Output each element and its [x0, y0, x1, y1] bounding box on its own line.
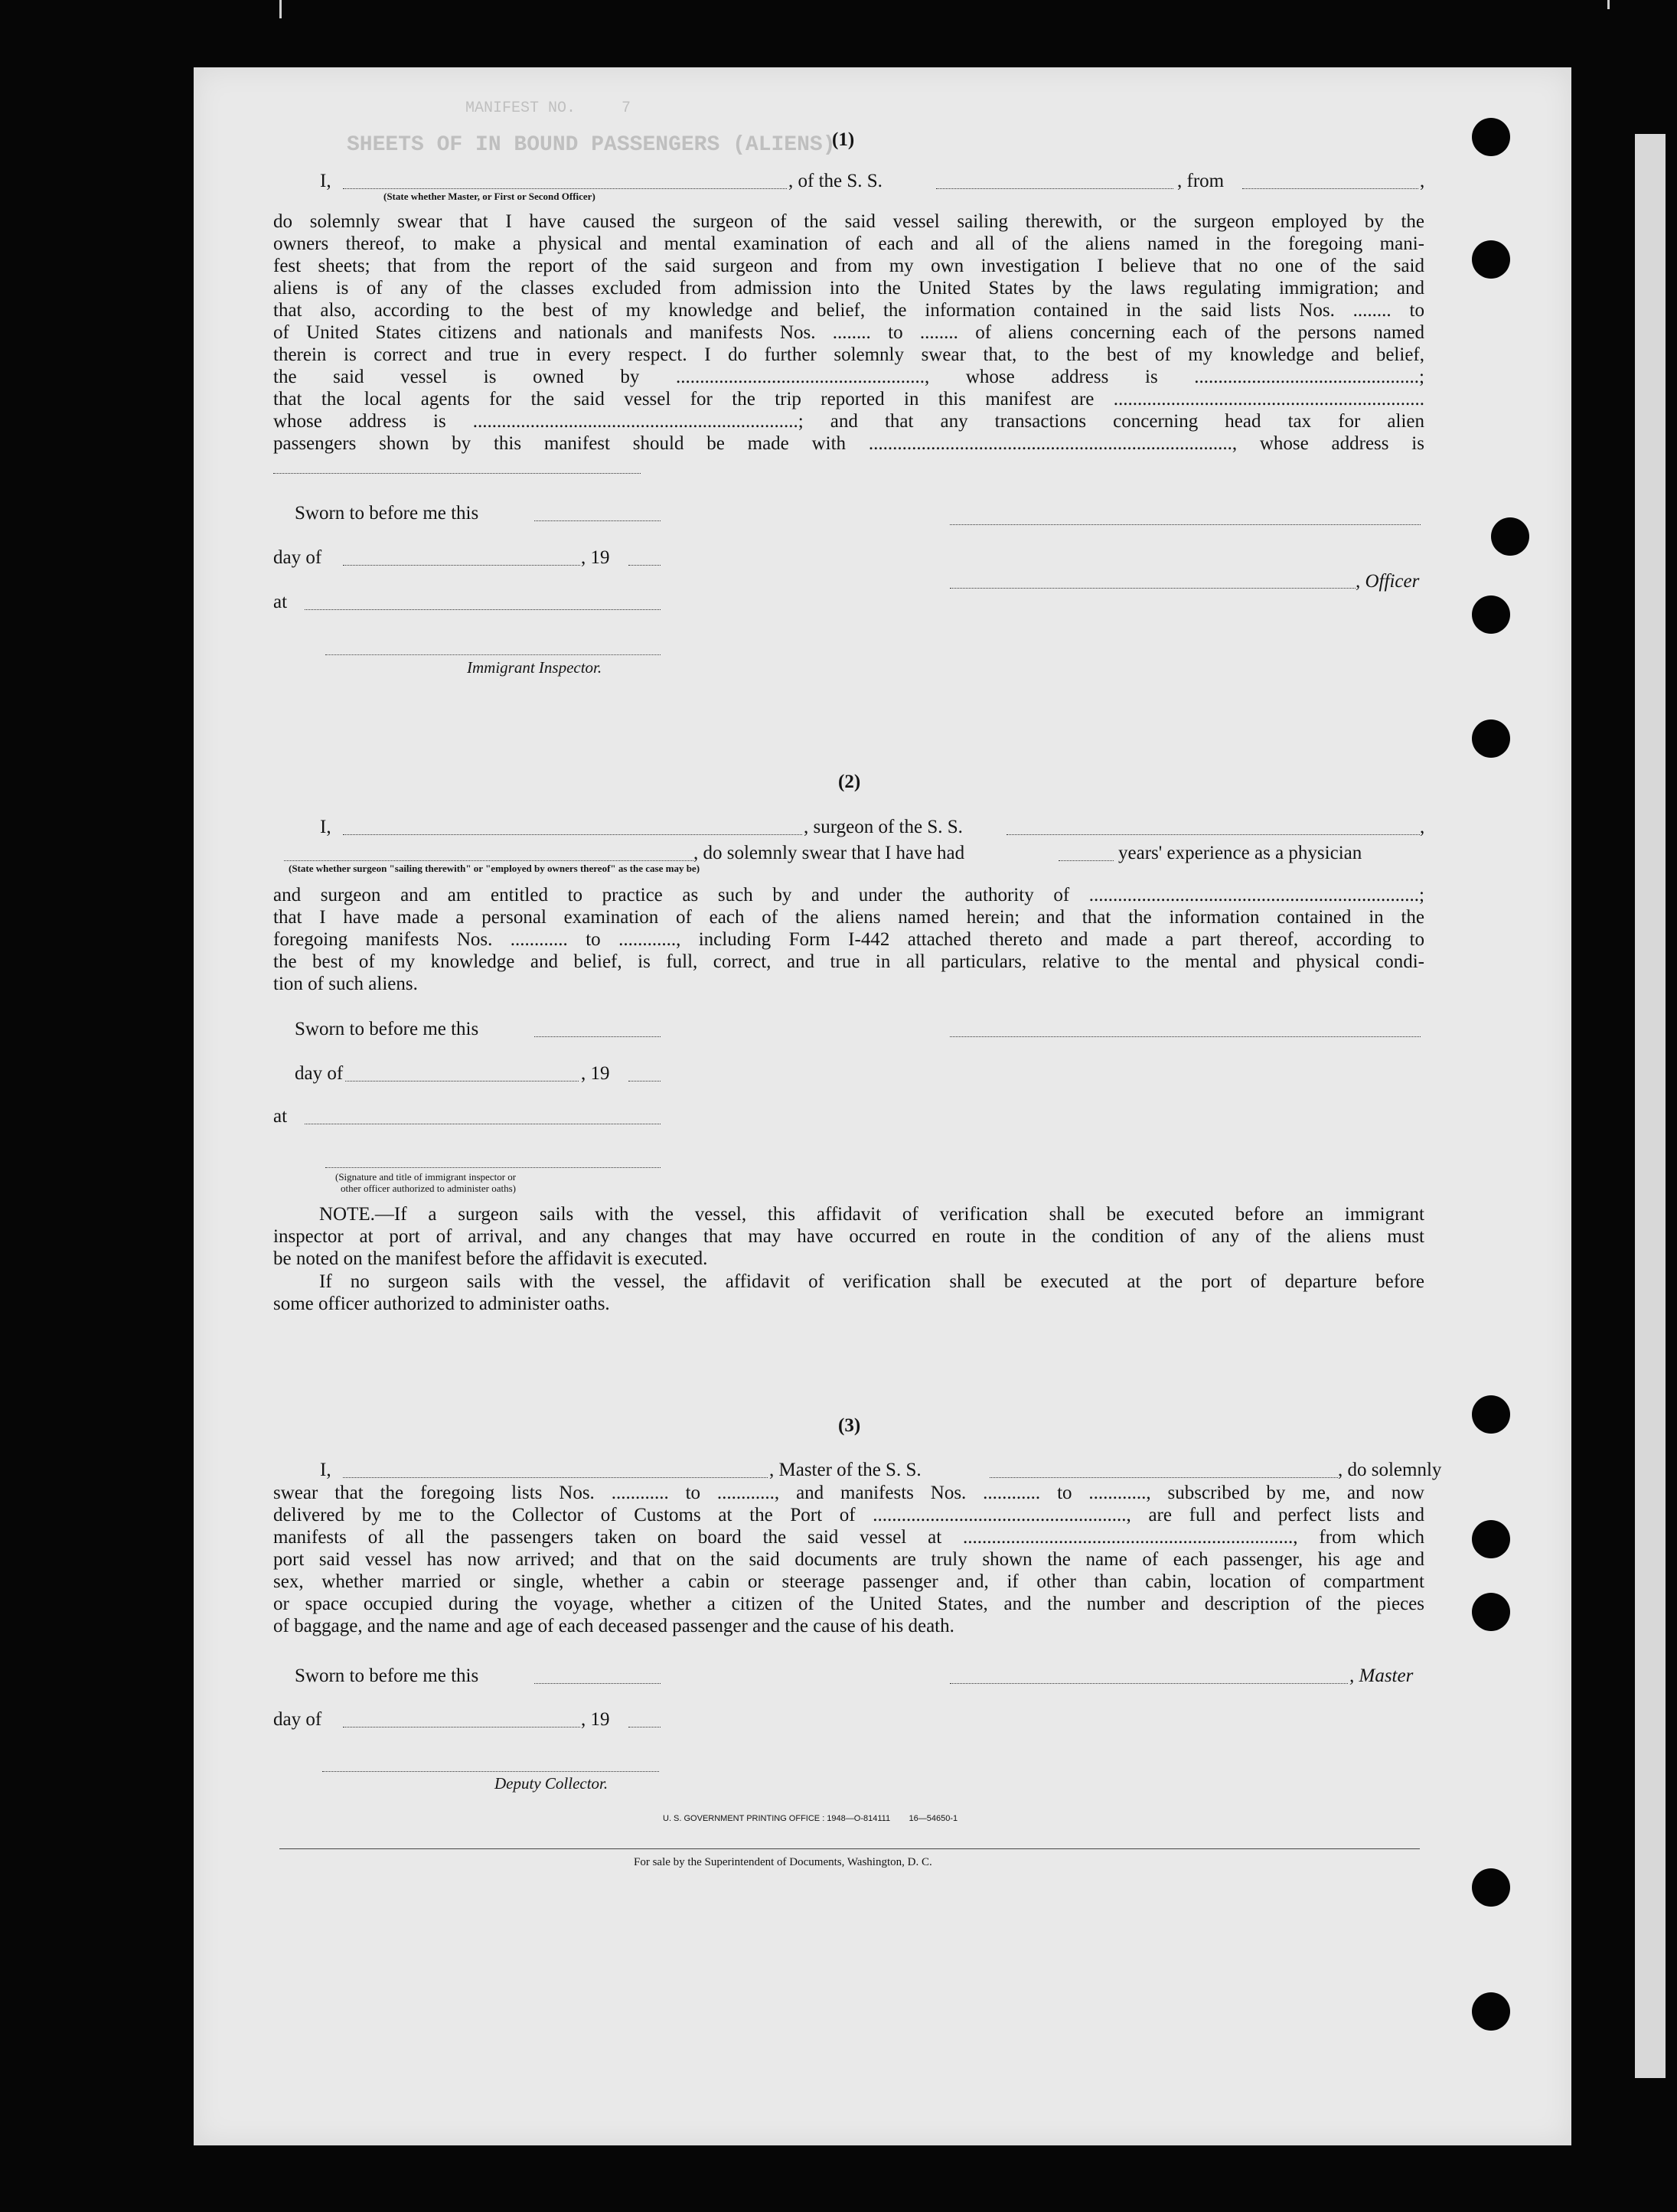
printing-office-imprint: U. S. GOVERNMENT PRINTING OFFICE : 1948—O-814111 16—54650-1	[663, 1814, 958, 1823]
punch-hole	[1472, 240, 1510, 279]
section-3-oath-paragraph	[273, 1482, 1424, 1637]
oath-line: swear that the foregoing lists Nos. ............ to ............, and manifests Nos. ............ to ............, subscribed by me, and now	[273, 1483, 1424, 1503]
year-label: , 19	[581, 1709, 610, 1730]
verification-note	[273, 1203, 1424, 1270]
signature-title-note: (Signature and title of immigrant inspector or	[335, 1171, 517, 1183]
sale-notice: For sale by the Superintendent of Documents, Washington, D. C.	[634, 1856, 932, 1868]
year-label: , 19	[581, 547, 610, 568]
officer-title-field	[950, 588, 1356, 589]
comma: ,	[1420, 817, 1425, 837]
punch-hole	[1472, 595, 1510, 634]
years-experience-field	[1059, 860, 1114, 861]
section-1-heading: (1)	[832, 129, 855, 150]
oath-line: the said vessel is owned by ...................................................., whose address is ...............................................;	[273, 367, 1424, 387]
punch-hole	[1472, 1395, 1510, 1434]
punch-hole	[1472, 118, 1510, 156]
punch-hole	[1472, 1593, 1510, 1631]
oath-line: that the local agents for the said vessel for the trip reported in this manifest are .................................................................	[273, 389, 1424, 409]
oath-line: port said vessel has now arrived; and that on the said documents are truly shown the name of each passenger, his age and	[273, 1549, 1424, 1570]
inspector-signature-field	[325, 654, 661, 655]
sworn-date-field	[534, 1036, 661, 1037]
note-line: NOTE.—If a surgeon sails with the vessel, this affidavit of verification shall be executed before an immigrant	[319, 1204, 1424, 1225]
sworn-label: Sworn to before me this	[295, 503, 479, 524]
departure-port-field	[1242, 188, 1418, 189]
punch-hole	[1472, 1992, 1510, 2031]
oath-line: do solemnly swear that I have caused the surgeon of the said vessel sailing therewith, or the surgeon employed by the	[273, 211, 1424, 232]
punch-hole	[1491, 517, 1529, 556]
do-solemnly-label: , do solemnly	[1338, 1460, 1442, 1480]
section-2-oath-paragraph	[273, 884, 1424, 995]
surgeon-status-note: (State whether surgeon "sailing therewith" or "employed by owners thereof" as the case may be)	[289, 863, 700, 874]
oath-line: that I have made a personal examination of each of the aliens named herein; and that the information contained in the	[273, 907, 1424, 928]
punch-hole	[1472, 1868, 1510, 1907]
vessel-name-field	[990, 1477, 1338, 1478]
no-surgeon-note	[273, 1271, 1424, 1315]
section-2-heading: (2)	[838, 772, 861, 792]
officer-name-field	[343, 188, 787, 189]
vessel-name-field	[1007, 834, 1420, 835]
section-3-heading: (3)	[838, 1415, 861, 1436]
year-label: , 19	[581, 1063, 610, 1084]
oath-line: foregoing manifests Nos. ............ to ............, including Form I-442 attached thereto and made a part thereof, according to	[273, 929, 1424, 950]
oath-line: the best of my knowledge and belief, is full, correct, and true in all particulars, relative to the mental and physical condi-	[273, 951, 1424, 972]
officer-signature-field	[950, 524, 1421, 525]
years-experience-label: years' experience as a physician	[1118, 843, 1362, 863]
collector-signature-field	[322, 1771, 659, 1772]
from-label: , from	[1177, 171, 1225, 191]
oath-line: owners thereof, to make a physical and mental examination of each and all of the aliens named in the foregoing mani-	[273, 233, 1424, 254]
master-signature-field	[950, 1683, 1348, 1684]
vessel-name-field	[936, 188, 1173, 189]
oath-line: that also, according to the best of my knowledge and belief, the information contained in the said lists Nos. ........ to	[273, 300, 1424, 321]
oath-i-label: I,	[320, 171, 331, 191]
month-field	[343, 565, 580, 566]
oath-line: of United States citizens and nationals and manifests Nos. ........ to ........ of aliens concerning each of the persons named	[273, 322, 1424, 343]
oath-line: or space occupied during the voyage, whether a citizen of the United States, and the number and description of the pieces	[273, 1594, 1424, 1614]
sworn-label: Sworn to before me this	[295, 1019, 479, 1039]
oath-line: sex, whether married or single, whether a cabin or steerage passenger and, if other than cabin, location of compartment	[273, 1571, 1424, 1592]
manifest-page	[194, 67, 1571, 2145]
deputy-collector-label: Deputy Collector.	[494, 1774, 608, 1793]
note-line: If no surgeon sails with the vessel, the affidavit of verification shall be executed at the port of departure before	[319, 1271, 1424, 1292]
place-field	[305, 609, 661, 610]
year-field	[628, 1727, 661, 1728]
comma: ,	[1420, 171, 1425, 191]
surgeon-signature-field	[950, 1036, 1421, 1037]
day-of-label: day of	[295, 1063, 344, 1084]
surgeon-name-field	[343, 834, 802, 835]
at-label: at	[273, 1106, 288, 1127]
surgeon-status-field	[284, 860, 693, 861]
oath-line: tion of such aliens.	[273, 974, 418, 994]
oath-i-label: I,	[320, 1460, 331, 1480]
of-the-ss-label: , of the S. S.	[788, 171, 883, 191]
month-field	[343, 1727, 580, 1728]
oath-line: therein is correct and true in every respect. I do further solemnly swear that, to the best of my knowledge and belief,	[273, 344, 1424, 365]
sworn-label: Sworn to before me this	[295, 1666, 479, 1686]
at-label: at	[273, 592, 288, 612]
punch-hole	[1472, 1520, 1510, 1558]
month-field	[345, 1081, 579, 1082]
oath-line: manifests of all the passengers taken on board the said vessel at ....................................................................., from which	[273, 1527, 1424, 1548]
day-of-label: day of	[273, 547, 322, 568]
surgeon-of-label: , surgeon of the S. S.	[804, 817, 963, 837]
officer-signature-field	[325, 1167, 661, 1168]
oath-line: fest sheets; that from the report of the said surgeon and from my own investigation I believe that no one of the said	[273, 256, 1424, 276]
oath-line: aliens is of any of the classes excluded from admission into the United States by the laws regulating immigration; and	[273, 278, 1424, 299]
scan-tick-mark	[1607, 0, 1610, 9]
oath-line: delivered by me to the Collector of Customs at the Port of ....................................................., are full and perfect lists and	[273, 1505, 1424, 1525]
day-of-label: day of	[273, 1709, 322, 1730]
sworn-date-field	[534, 1683, 661, 1684]
master-of-label: , Master of the S. S.	[769, 1460, 922, 1480]
signature-title-note: other officer authorized to administer oaths)	[341, 1183, 516, 1194]
sworn-date-field	[534, 520, 661, 521]
year-field	[628, 1081, 661, 1082]
master-name-field	[343, 1477, 768, 1478]
scan-tick-mark	[279, 0, 282, 18]
note-line: some officer authorized to administer oaths.	[273, 1294, 610, 1314]
bleed-through-text: MANIFEST NO. 7	[465, 100, 631, 117]
address-continuation-field	[273, 473, 641, 474]
officer-label: , Officer	[1356, 571, 1420, 592]
bleed-through-text: SHEETS OF IN BOUND PASSENGERS (ALIENS)	[347, 133, 836, 157]
section-1-oath-paragraph	[273, 210, 1424, 455]
footer-rule	[279, 1848, 1420, 1849]
oath-line: passengers shown by this manifest should be made with ............................................................................, whose address is	[273, 433, 1424, 454]
adjacent-page-edge	[1635, 134, 1666, 2078]
note-line: inspector at port of arrival, and any changes that may have occurred en route in the condition of any of the aliens must	[273, 1226, 1424, 1247]
swear-label: , do solemnly swear that I have had	[693, 843, 965, 863]
master-label: , Master	[1349, 1666, 1414, 1686]
punch-hole	[1472, 719, 1510, 758]
immigrant-inspector-label: Immigrant Inspector.	[467, 658, 602, 677]
note-line: be noted on the manifest before the affidavit is executed.	[273, 1248, 708, 1269]
oath-line: of baggage, and the name and age of each deceased passenger and the cause of his death.	[273, 1616, 954, 1636]
year-field	[628, 565, 661, 566]
oath-i-label: I,	[320, 817, 331, 837]
state-officer-note: (State whether Master, or First or Second Officer)	[383, 191, 595, 202]
oath-line: whose address is ....................................................................; and that any transactions concerning head tax for alien	[273, 411, 1424, 432]
oath-line: and surgeon and am entitled to practice as such by and under the authority of .....................................................................;	[273, 885, 1424, 905]
